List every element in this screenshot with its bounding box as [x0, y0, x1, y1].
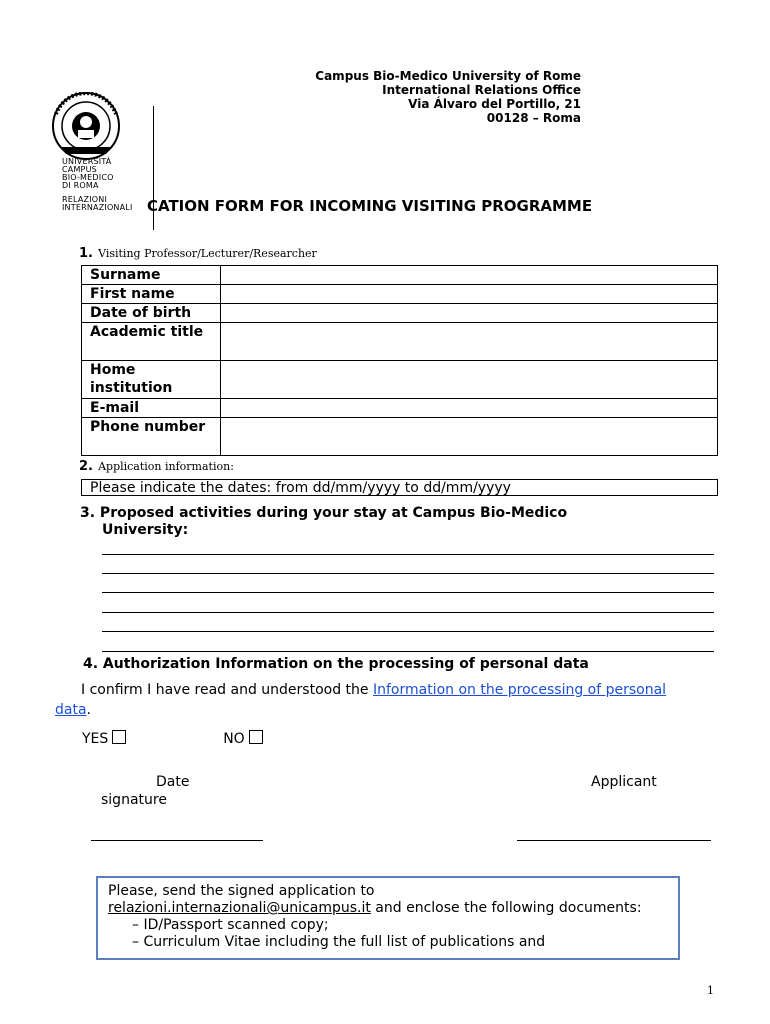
section-title: Visiting Professor/Lecturer/Researcher — [98, 247, 317, 260]
list-item: – Curriculum Vitae including the full list of publications and — [132, 934, 668, 951]
yes-checkbox[interactable] — [112, 730, 126, 744]
first-name-field[interactable] — [221, 285, 718, 304]
section1-heading — [79, 242, 317, 261]
office-email-link[interactable]: relazioni.internazionali@unicampus.it — [108, 900, 371, 916]
table-row — [82, 399, 718, 418]
consent-text-end: . — [86, 702, 91, 718]
consent-paragraph — [55, 680, 695, 720]
logo-line: UNIVERSITÀ — [62, 157, 112, 166]
email-field[interactable] — [221, 399, 718, 418]
section-number: 2. — [79, 459, 93, 474]
address-line: Campus Bio-Medico University of Rome — [315, 69, 581, 83]
office-address — [315, 69, 581, 125]
table-row — [82, 304, 718, 323]
yes-label: YES — [82, 731, 109, 747]
documents-list — [108, 917, 668, 951]
date-label: Date — [156, 774, 190, 790]
logo-line: INTERNAZIONALI — [62, 203, 133, 212]
section2-heading — [79, 455, 234, 474]
consent-text: I confirm I have read and understood the — [81, 682, 373, 698]
address-line: International Relations Office — [382, 83, 581, 97]
page-number: 1 — [707, 984, 714, 997]
signature-label: signature — [101, 792, 167, 808]
table-row — [82, 361, 718, 399]
notice-line: Please, send the signed application to — [108, 883, 375, 899]
notice-text: and enclose the following documents: — [370, 900, 642, 916]
address-line: 00128 – Roma — [486, 111, 581, 125]
privacy-information-link[interactable]: Information on the processing of personal data — [55, 682, 667, 718]
section3-heading — [80, 505, 567, 539]
activities-input-line[interactable] — [102, 573, 714, 574]
academic-title-field[interactable] — [221, 323, 718, 361]
phone-number-field[interactable] — [221, 418, 718, 456]
date-signature-line[interactable] — [91, 840, 263, 841]
surname-field[interactable] — [221, 266, 718, 285]
home-institution-field[interactable] — [221, 361, 718, 399]
form-title: CATION FORM FOR INCOMING VISITING PROGRAMME — [147, 197, 593, 215]
logo-text — [62, 158, 133, 212]
field-label: First name — [82, 285, 221, 304]
list-item: – ID/Passport scanned copy; — [132, 917, 668, 934]
table-row — [82, 323, 718, 361]
logo-line: CAMPUS — [62, 165, 97, 174]
field-label: Academic title — [82, 323, 221, 361]
field-label: Date of birth — [82, 304, 221, 323]
no-label: NO — [223, 731, 245, 747]
logo-line: BIO-MEDICO — [62, 173, 114, 182]
activities-input-line[interactable] — [102, 651, 714, 652]
field-label: Phone number — [82, 418, 221, 456]
submission-notice-box — [96, 876, 680, 960]
logo-line: DI ROMA — [62, 181, 99, 190]
logo-line: RELAZIONI — [62, 195, 108, 204]
activities-input-line[interactable] — [102, 554, 714, 555]
field-label: Surname — [82, 266, 221, 285]
applicant-details-table — [81, 265, 718, 456]
applicant-signature-line[interactable] — [517, 840, 711, 841]
consent-options — [82, 730, 263, 747]
section3-line: 3. Proposed activities during your stay at Campus Bio-Medico — [80, 505, 568, 521]
field-label: E-mail — [82, 399, 221, 418]
table-row — [82, 418, 718, 456]
applicant-label: Applicant — [591, 774, 657, 790]
section4-heading: 4. Authorization Information on the processing of personal data — [83, 656, 589, 672]
field-label: Home institution — [82, 361, 221, 399]
table-row — [82, 266, 718, 285]
table-row — [82, 285, 718, 304]
activities-input-line[interactable] — [102, 631, 714, 632]
activities-input-line[interactable] — [102, 592, 714, 593]
address-line: Via Álvaro del Portillo, 21 — [408, 97, 581, 111]
date-of-birth-field[interactable] — [221, 304, 718, 323]
dates-field[interactable]: Please indicate the dates: from dd/mm/yyyy to dd/mm/yyyy — [81, 479, 718, 496]
section-number: 1. — [79, 246, 93, 261]
section-title: Application information: — [98, 460, 234, 473]
notice-line — [108, 900, 668, 917]
activities-input-line[interactable] — [102, 612, 714, 613]
no-checkbox[interactable] — [249, 730, 263, 744]
section3-line: University: — [102, 522, 189, 538]
